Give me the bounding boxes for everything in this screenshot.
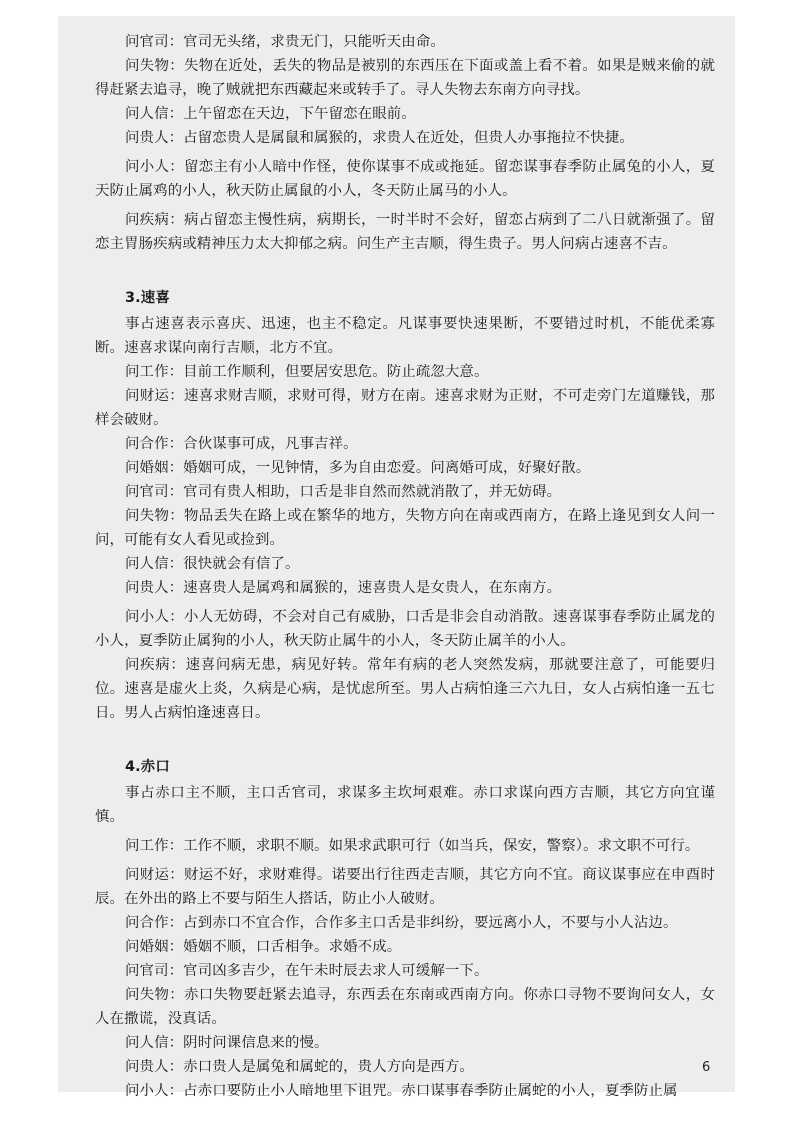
- paragraph: 问官司：官司有贵人相助，口舌是非自然而然就消散了，并无妨碍。: [125, 484, 562, 500]
- paragraph: 问小人：占赤口要防止小人暗地里下诅咒。赤口谋事春季防止属蛇的小人，夏季防止属: [125, 1083, 678, 1099]
- paragraph: 问官司：官司无头绪，求贵无门，只能听天由命。: [125, 34, 445, 50]
- paragraph: 问婚姻：婚姻不顺，口舌相争。求婚不成。: [125, 939, 402, 955]
- paragraph: 问财运：财运不好，求财难得。诺要出行往西走吉顺，其它方向不宜。商议谋事应在申酉时辰。在外出的路上不要与陌生人搭话，防止小人破财。: [95, 867, 715, 907]
- paragraph: 问疾病：速喜问病无患，病见好转。常年有病的老人突然发病，那就要注意了，可能要归位。速喜是虚火上炎，久病是心病，是忧虑所至。男人占病怕逢三六九日，女人占病怕逢一五七日。男人占病怕逢速喜日。: [95, 657, 715, 721]
- paragraph: 问小人：小人无妨碍，不会对自己有威胁，口舌是非会自动消散。速喜谋事春季防止属龙的小人，夏季防止属狗的小人，秋天防止属牛的小人，冬天防止属羊的小人。: [95, 609, 715, 649]
- page-number: 6: [702, 1060, 711, 1075]
- paragraph: 问人信：阴时问课信息来的慢。: [125, 1035, 329, 1051]
- paragraph: 问合作：合伙谋事可成，凡事吉祥。: [125, 436, 358, 452]
- paragraph: 问疾病：病占留恋主慢性病，病期长，一时半时不会好，留恋占病到了二八日就渐强了。留恋主胃肠疾病或精神压力太大抑郁之病。问生产主吉顺，得生贵子。男人问病占速喜不吉。: [95, 212, 715, 252]
- paragraph: 问人信：上午留恋在天边，下午留恋在眼前。: [125, 106, 416, 122]
- paragraph: 问工作：目前工作顺利，但要居安思危。防止疏忽大意。: [125, 364, 489, 380]
- paragraph: 问婚姻：婚姻可成，一见钟情，多为自由恋爱。问离婚可成，好聚好散。: [125, 460, 591, 476]
- paragraph: 问工作：工作不顺，求职不顺。如果求武职可行（如当兵，保安，警察）。求文职不可行。: [125, 838, 700, 854]
- paragraph: 事占速喜表示喜庆、迅速，也主不稳定。凡谋事要快速果断，不要错过时机，不能优柔寡断。速喜求谋向南行吉顺，北方不宜。: [95, 316, 715, 356]
- paragraph: 问官司：官司凶多吉少，在午未时辰去求人可缓解一下。: [125, 963, 489, 979]
- paragraph: 问小人：留恋主有小人暗中作怪，使你谋事不成或拖延。留恋谋事春季防止属兔的小人，夏天防止属鸡的小人，秋天防止属鼠的小人，冬天防止属马的小人。: [95, 159, 715, 199]
- paragraph: 问贵人：速喜贵人是属鸡和属猴的，速喜贵人是女贵人，在东南方。: [125, 580, 562, 596]
- paragraph: 问贵人：赤口贵人是属兔和属蛇的，贵人方向是西方。: [125, 1059, 474, 1075]
- paragraph: 问失物：赤口失物要赶紧去追寻，东西丢在东南或西南方向。你赤口寻物不要询问女人，女人在撒谎，没真话。: [95, 987, 715, 1027]
- paragraph: 问人信：很快就会有信了。: [125, 556, 300, 572]
- paragraph: 问失物：物品丢失在路上或在繁华的地方，失物方向在南或西南方，在路上逢见到女人问一问，可能有女人看见或捡到。: [95, 508, 715, 548]
- paragraph: 事占赤口主不顺，主口舌官司，求谋多主坎坷艰难。赤口求谋向西方吉顺，其它方向宜谨慎。: [95, 785, 715, 825]
- paragraph: 问财运：速喜求财吉顺，求财可得，财方在南。速喜求财为正财，不可走旁门左道赚钱，那样会破财。: [95, 388, 715, 428]
- paragraph: 问合作：占到赤口不宜合作，合作多主口舌是非纠纷，要远离小人，不要与小人沾边。: [125, 915, 678, 931]
- section-heading: 3.速喜: [125, 290, 170, 306]
- paragraph: 问失物：失物在近处，丢失的物品是被别的东西压在下面或盖上看不着。如果是贼来偷的就得赶紧去追寻，晚了贼就把东西藏起来或转手了。寻人失物去东南方向寻找。: [95, 58, 715, 98]
- paragraph: 问贵人：占留恋贵人是属鼠和属猴的，求贵人在近处，但贵人办事拖拉不快捷。: [125, 130, 634, 146]
- page-content: [95, 30, 715, 1103]
- section-heading: 4.赤口: [125, 759, 170, 775]
